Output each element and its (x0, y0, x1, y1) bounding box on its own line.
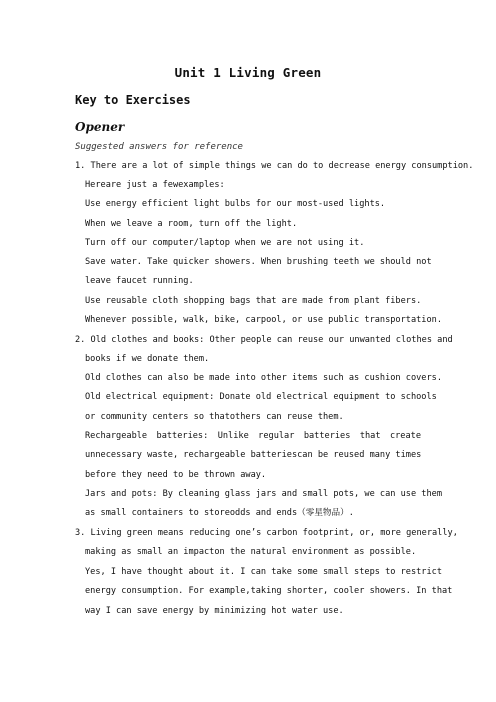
answer-2-line: or community centers so thatothers can reuse them. (85, 412, 344, 422)
answer-1-line: 1. There are a lot of simple things we can do to decrease energy consumption. (75, 161, 474, 171)
answer-1-line: Turn off our computer/laptop when we are not using it. (85, 238, 365, 248)
answer-1-line: Use energy efficient light bulbs for our most-used lights. (85, 199, 386, 209)
answer-1-line: Whenever possible, walk, bike, carpool, or use public transportation. (85, 315, 442, 325)
answer-2-line: Old clothes can also be made into other items such as cushion covers. (85, 373, 442, 383)
note-text: Suggested answers for reference (75, 142, 243, 152)
section-heading: Key to Exercises (75, 93, 191, 107)
answer-2-line: unnecessary waste, rechargeable batteriescan be reused many times (85, 450, 422, 460)
answer-2-line: as small containers to storeodds and ends（零星物品）. (85, 508, 354, 518)
answer-2-line: 2. Old clothes and books: Other people can reuse our unwanted clothes and (75, 335, 453, 345)
answer-1-line: Hereare just a fewexamples: (85, 180, 225, 190)
answer-3-line: energy consumption. For example,taking shorter, cooler showers. In that (85, 586, 453, 596)
page-title: Unit 1 Living Green (174, 65, 322, 80)
answer-2-line: before they need to be thrown away. (85, 470, 267, 480)
answer-2-line: Old electrical equipment: Donate old electrical equipment to schools (85, 392, 437, 402)
answer-3-line: Yes, I have thought about it. I can take some small steps to restrict (85, 567, 442, 577)
subsection-heading: Opener (75, 120, 125, 134)
answer-3-line: making as small an impacton the natural environment as possible. (85, 547, 417, 557)
answer-1-line: Use reusable cloth shopping bags that are made from plant fibers. (85, 296, 422, 306)
answer-1-line: Save water. Take quicker showers. When brushing teeth we should not (85, 257, 432, 267)
answer-2-line: Jars and pots: By cleaning glass jars and small pots, we can use them (85, 489, 442, 499)
answer-2-line: books if we donate them. (85, 354, 210, 364)
answer-2-line: Rechargeable batteries: Unlike regular batteries that create (85, 431, 421, 441)
answer-1-line: leave faucet running. (85, 276, 194, 286)
answer-3-line: 3. Living green means reducing one’s carbon footprint, or, more generally, (75, 528, 458, 538)
answer-1-line: When we leave a room, turn off the light. (85, 219, 298, 229)
answer-3-line: way I can save energy by minimizing hot water use. (85, 606, 344, 616)
